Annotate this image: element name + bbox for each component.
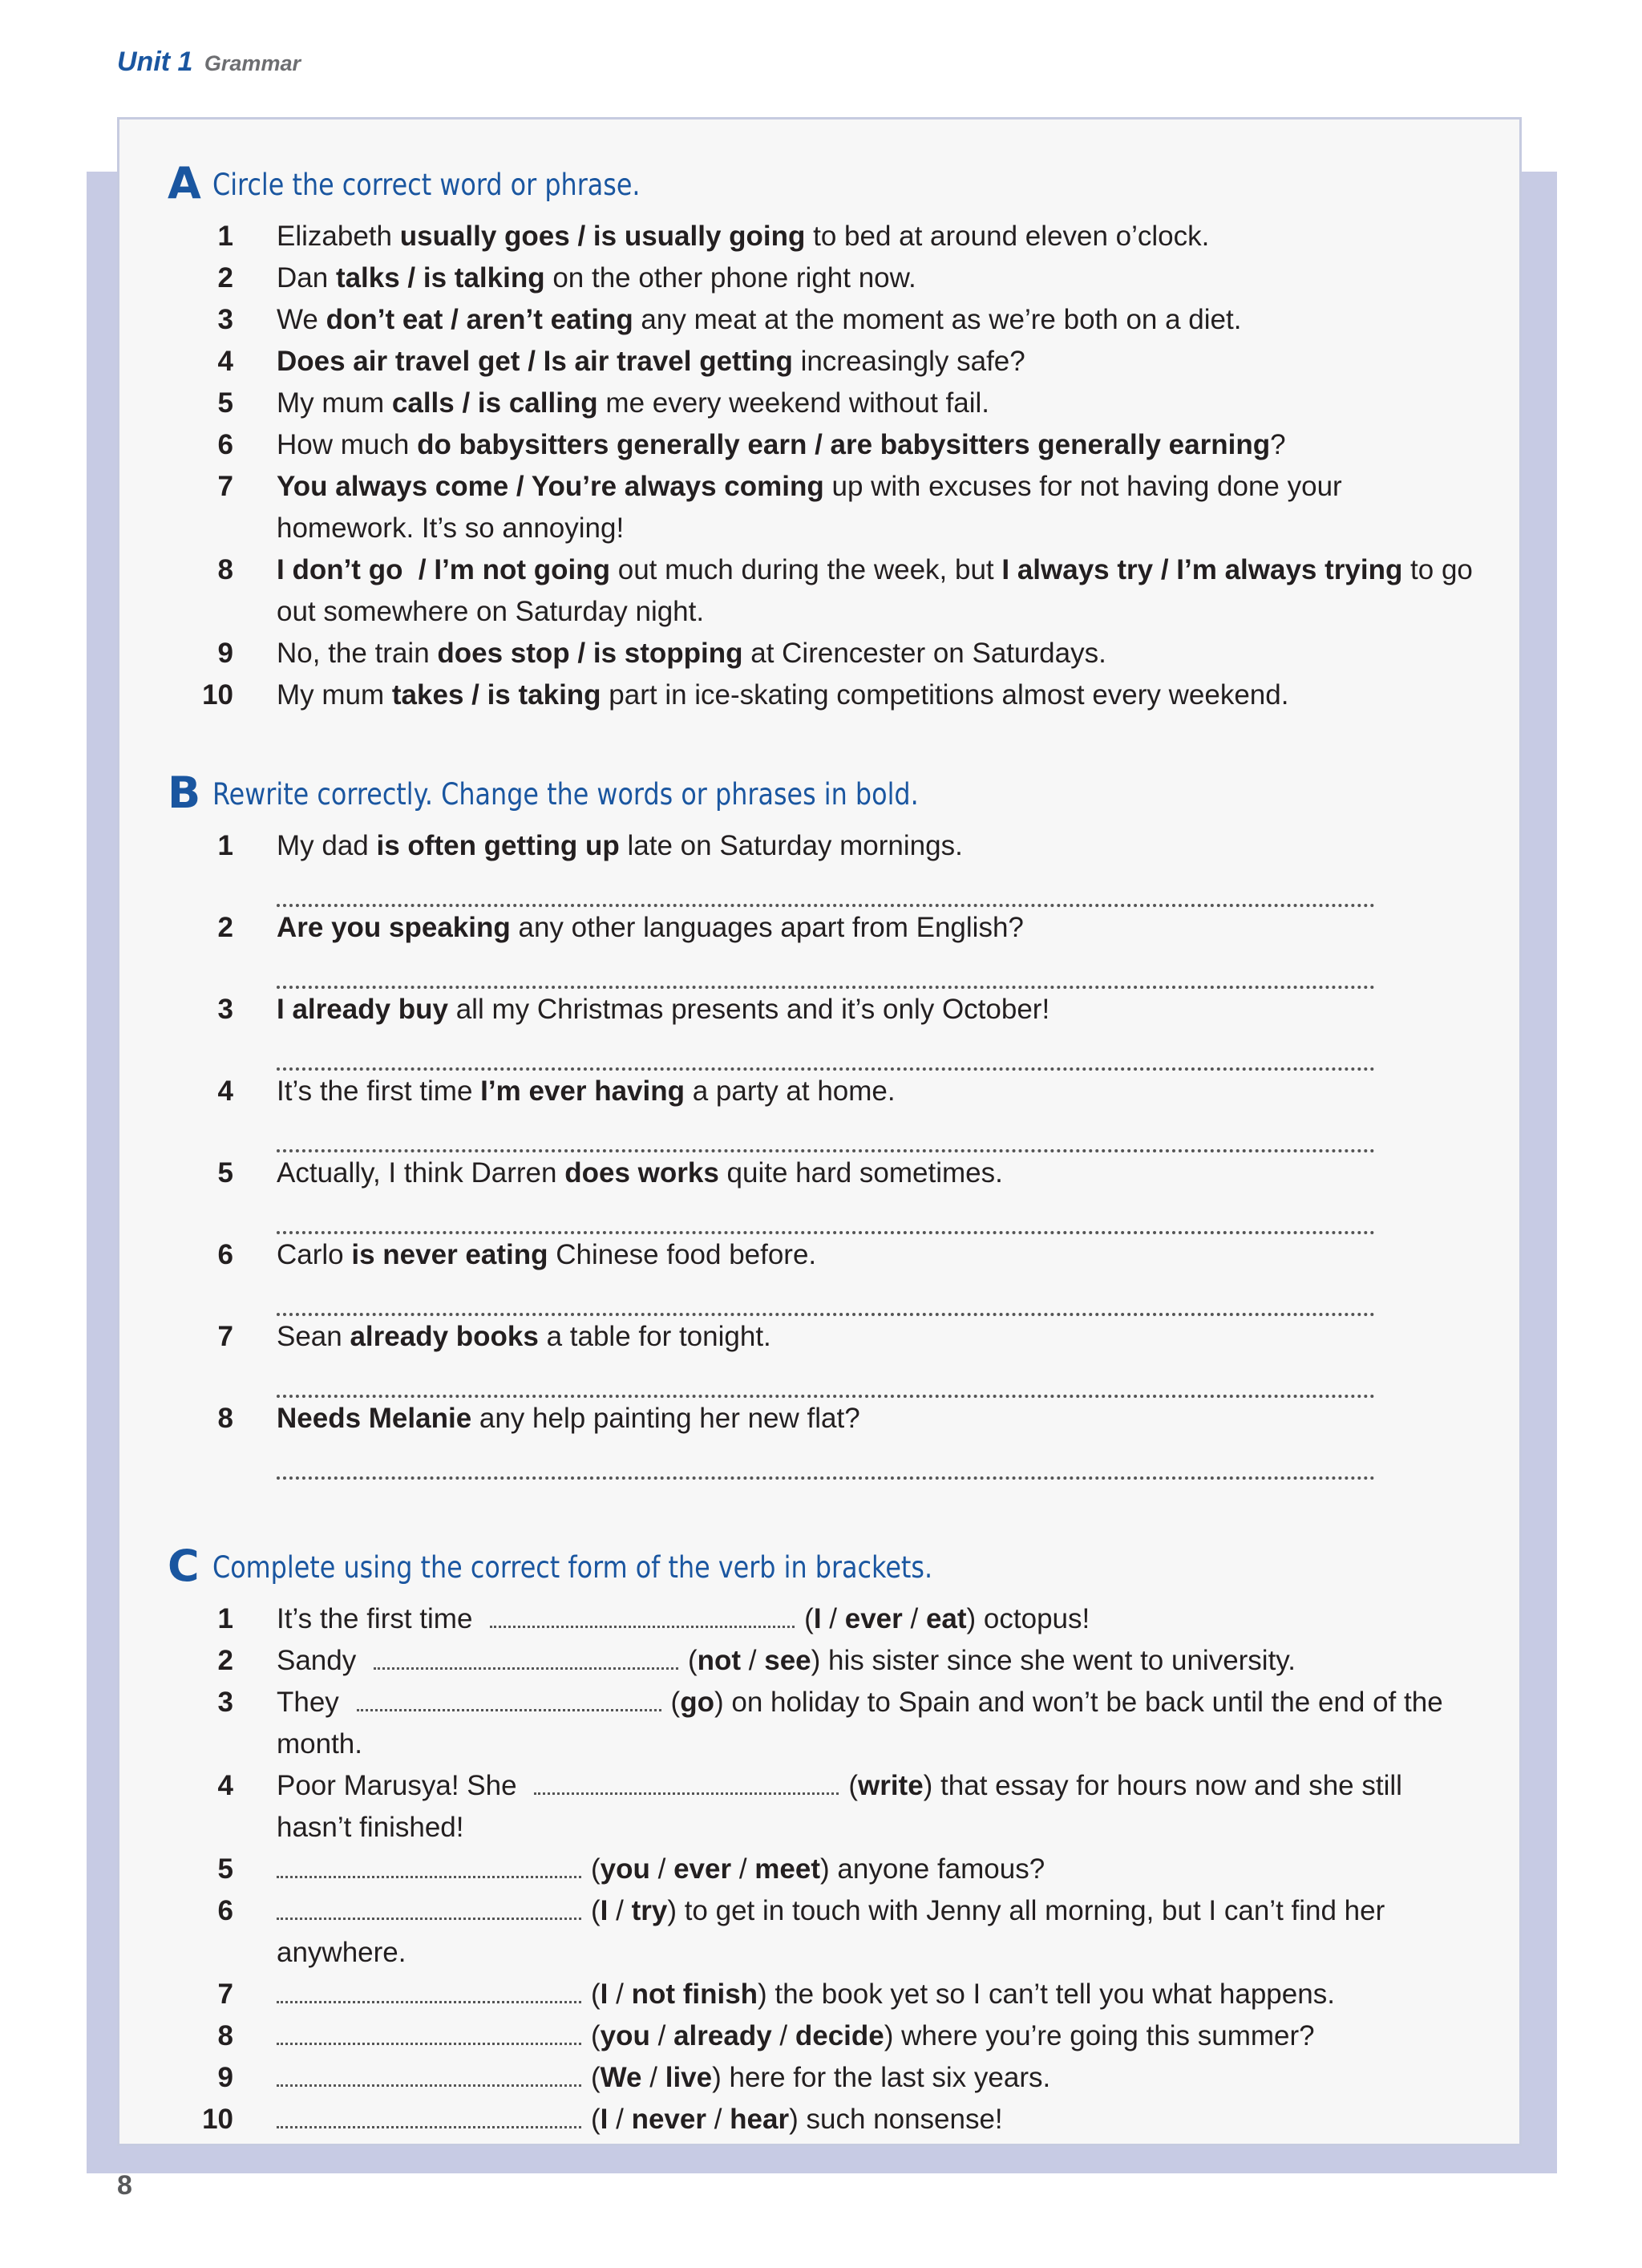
item-text: (I / try) to get in touch with Jenny all morning, but I can’t find her anywhere. [277, 1895, 1385, 1968]
section-c [168, 1541, 1482, 2140]
item-number: 5 [217, 1157, 233, 1189]
section-b-item-4 [168, 1071, 1482, 1152]
item-text: My mum takes / is taking part in ice-skating competitions almost every weekend. [277, 679, 1289, 711]
section-c-item-1 [168, 1598, 1482, 1640]
item-number: 6 [217, 1895, 233, 1926]
section-label: Grammar [204, 51, 301, 75]
section-a-item-8 [168, 549, 1482, 633]
answer-line[interactable] [277, 1358, 1375, 1398]
item-number: 2 [217, 1645, 233, 1676]
item-number: 10 [202, 679, 233, 711]
section-b-item-3 [168, 989, 1482, 1071]
unit-label: Unit 1 [117, 47, 193, 77]
answer-line[interactable] [277, 949, 1375, 989]
section-b-items [168, 825, 1482, 1480]
item-text: Are you speaking any other languages apart from English? [277, 912, 1024, 943]
section-b-item-7 [168, 1316, 1482, 1398]
answer-line[interactable] [277, 1112, 1375, 1152]
section-c-letter: C [168, 1541, 200, 1591]
item-text: Dan talks / is talking on the other phone right now. [277, 262, 916, 294]
item-text: I don’t go / I’m not going out much during the week, but I always try / I’m always trying to go out somewhere on Saturday night. [277, 554, 1473, 627]
item-text: No, the train does stop / is stopping at Cirencester on Saturdays. [277, 638, 1106, 669]
section-b-letter: B [168, 767, 201, 818]
page-number: 8 [117, 2170, 132, 2201]
item-number: 1 [217, 221, 233, 252]
item-number: 10 [202, 2104, 233, 2135]
section-c-item-10 [168, 2099, 1482, 2140]
section-a-item-4 [168, 341, 1482, 383]
page-header [117, 47, 301, 78]
item-number: 7 [217, 471, 233, 502]
section-a-title: Circle the correct word or phrase. [212, 168, 641, 202]
section-c-header [168, 1541, 1482, 1598]
section-a-item-5 [168, 383, 1482, 424]
item-number: 9 [217, 638, 233, 669]
section-a-header [168, 158, 1482, 216]
item-number: 5 [217, 387, 233, 419]
answer-line[interactable] [277, 1440, 1375, 1480]
section-b-item-6 [168, 1234, 1482, 1316]
section-a-item-9 [168, 633, 1482, 674]
section-a-item-1 [168, 216, 1482, 257]
answer-line[interactable] [277, 1194, 1375, 1234]
answer-line[interactable] [277, 1276, 1375, 1316]
item-text: (I / never / hear) such nonsense! [277, 2099, 1482, 2140]
item-number: 1 [217, 830, 233, 861]
section-c-item-2 [168, 1640, 1482, 1682]
answer-line[interactable] [277, 867, 1375, 907]
section-b-title: Rewrite correctly. Change the words or phrases in bold. [212, 777, 919, 812]
item-text: It’s the first time (I / ever / eat) octopus! [277, 1603, 1090, 1634]
section-b-item-8 [168, 1398, 1482, 1480]
item-number: 3 [217, 1687, 233, 1718]
item-text: (I / not finish) the book yet so I can’t tell you what happens. [277, 1974, 1482, 2015]
item-text: Actually, I think Darren does works quite hard sometimes. [277, 1157, 1003, 1189]
item-text: Does air travel get / Is air travel getting increasingly safe? [277, 346, 1025, 377]
item-number: 7 [217, 1321, 233, 1352]
section-a-item-3 [168, 299, 1482, 341]
section-b-header [168, 767, 1482, 825]
item-number: 4 [217, 1075, 233, 1107]
section-b [168, 767, 1482, 1480]
item-number: 8 [217, 554, 233, 585]
item-text: Elizabeth usually goes / is usually going to bed at around eleven o’clock. [277, 221, 1210, 252]
item-text: (you / already / decide) where you’re going this summer? [277, 2015, 1482, 2057]
item-number: 3 [217, 994, 233, 1025]
section-c-items [168, 1598, 1482, 2140]
item-text: We don’t eat / aren’t eating any meat at the moment as we’re both on a diet. [277, 304, 1242, 335]
item-number: 9 [217, 2062, 233, 2093]
item-number: 8 [217, 1403, 233, 1434]
section-a-letter: A [168, 158, 201, 209]
item-number: 4 [217, 346, 233, 377]
section-c-item-7 [168, 1974, 1482, 2015]
section-c-item-3 [168, 1682, 1482, 1765]
item-number: 2 [217, 262, 233, 294]
item-text: My dad is often getting up late on Saturday mornings. [277, 830, 963, 861]
section-c-item-9 [168, 2057, 1482, 2099]
section-a-item-10 [168, 674, 1482, 716]
item-text: I already buy all my Christmas presents and it’s only October! [277, 994, 1050, 1025]
item-text: You always come / You’re always coming up with excuses for not having done your homework. It’s so annoying! [277, 471, 1342, 544]
item-number: 8 [217, 2020, 233, 2051]
section-a-item-6 [168, 424, 1482, 466]
section-c-item-5 [168, 1849, 1482, 1890]
section-c-item-8 [168, 2015, 1482, 2057]
item-number: 3 [217, 304, 233, 335]
section-c-item-4 [168, 1765, 1482, 1849]
section-c-item-6 [168, 1890, 1482, 1974]
item-text: Carlo is never eating Chinese food before. [277, 1239, 817, 1270]
answer-line[interactable] [277, 1031, 1375, 1071]
item-number: 2 [217, 912, 233, 943]
item-text: Poor Marusya! She (write) that essay for hours now and she still hasn’t finished! [277, 1770, 1402, 1843]
item-text: They (go) on holiday to Spain and won’t be back until the end of the month. [277, 1687, 1443, 1760]
item-number: 6 [217, 1239, 233, 1270]
section-c-title: Complete using the correct form of the verb in brackets. [212, 1550, 933, 1585]
item-text: My mum calls / is calling me every weekend without fail. [277, 387, 989, 419]
item-text: Sandy (not / see) his sister since she went to university. [277, 1645, 1296, 1676]
section-b-item-2 [168, 907, 1482, 989]
exercise-panel [117, 117, 1522, 2146]
section-a-item-2 [168, 257, 1482, 299]
item-text: (We / live) here for the last six years. [277, 2057, 1482, 2099]
item-text: How much do babysitters generally earn / are babysitters generally earning? [277, 429, 1286, 460]
section-b-item-5 [168, 1152, 1482, 1234]
item-text: (you / ever / meet) anyone famous? [277, 1849, 1482, 1890]
item-text: Sean already books a table for tonight. [277, 1321, 771, 1352]
item-number: 4 [217, 1770, 233, 1801]
section-a [168, 158, 1482, 716]
item-number: 5 [217, 1853, 233, 1885]
section-b-item-1 [168, 825, 1482, 907]
item-number: 1 [217, 1603, 233, 1634]
item-text: It’s the first time I’m ever having a party at home. [277, 1075, 896, 1107]
item-text: Needs Melanie any help painting her new flat? [277, 1403, 860, 1434]
item-number: 7 [217, 1978, 233, 2010]
item-number: 6 [217, 429, 233, 460]
section-a-items [168, 216, 1482, 716]
section-a-item-7 [168, 466, 1482, 549]
